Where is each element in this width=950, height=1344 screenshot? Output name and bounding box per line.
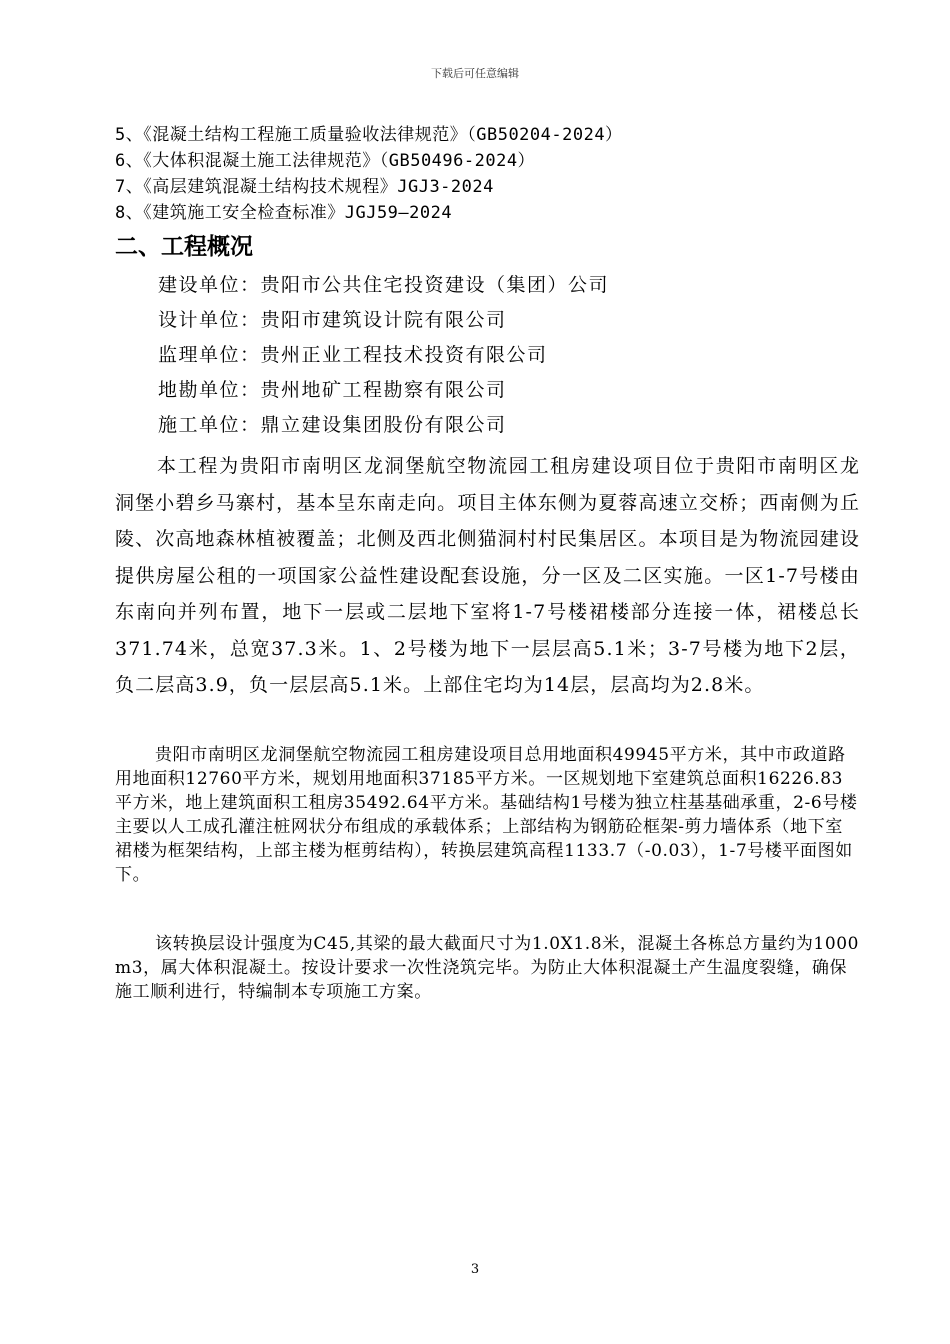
- section-heading: 二、工程概况: [115, 234, 253, 260]
- unit-supervision: 监理单位：贵州正业工程技术投资有限公司: [158, 344, 548, 366]
- unit-construction: 建设单位：贵阳市公共住宅投资建设（集团）公司: [158, 274, 610, 296]
- unit-survey: 地勘单位：贵州地矿工程勘察有限公司: [158, 379, 507, 401]
- transfer-floor-paragraph: 该转换层设计强度为C45,其梁的最大截面尺寸为1.0X1.8米，混凝土各栋总方量约为1000 m3，属大体积混凝土。按设计要求一次性浇筑完毕。为防止大体积混凝土产生温度裂缝，确保施工顺利进行，特编制本专项施工方案。: [115, 934, 860, 1002]
- project-units-list: [158, 268, 609, 443]
- page-header: 下载后可任意编辑: [431, 67, 519, 80]
- reference-item: 5、《混凝土结构工程施工质量验收法律规范》（GB50204-2024）: [115, 125, 623, 145]
- reference-item: 6、《大体积混凝土施工法律规范》（GB50496-2024）: [115, 151, 536, 171]
- page-number: 3: [470, 1262, 480, 1277]
- reference-list: [115, 122, 855, 226]
- reference-item: 7、《高层建筑混凝土结构技术规程》JGJ3-2024: [115, 177, 494, 197]
- unit-design: 设计单位：贵阳市建筑设计院有限公司: [158, 309, 507, 331]
- unit-contractor: 施工单位：鼎立建设集团股份有限公司: [158, 414, 507, 436]
- reference-item: 8、《建筑施工安全检查标准》JGJ59—2024: [115, 203, 453, 223]
- project-overview-paragraph: 本工程为贵阳市南明区龙洞堡航空物流园工租房建设项目位于贵阳市南明区龙洞堡小碧乡马寨村，基本呈东南走向。项目主体东侧为夏蓉高速立交桥；西南侧为丘陵、次高地森林植被覆盖；北侧及西北侧猫洞村村民集居区。本项目是为物流园建设提供房屋公租的一项国家公益性建设配套设施，分一区及二区实施。一区1-7号楼由东南向并列布置，地下一层或二层地下室将1-7号楼裙楼部分连接一体，裙楼总长371.74米，总宽37.3米。1、2号楼为地下一层层高5.1米；3-7号楼为地下2层，负二层高3.9，负一层层高5.1米。上部住宅均为14层，层高均为2.8米。: [115, 455, 860, 696]
- land-area-paragraph: 贵阳市南明区龙洞堡航空物流园工租房建设项目总用地面积49945平方米，其中市政道路用地面积12760平方米，规划用地面积37185平方米。一区规划地下室建筑总面积16226.83平方米，地上建筑面积工租房35492.64平方米。基础结构1号楼为独立柱基基础承重，2-6号楼主要以人工成孔灌注桩网状分布组成的承载体系；上部结构为钢筋砼框架-剪力墙体系（地下室裙楼为框架结构，上部主楼为框剪结构），转换层建筑高程1133.7（-0.03），1-7号楼平面图如下。: [115, 745, 858, 885]
